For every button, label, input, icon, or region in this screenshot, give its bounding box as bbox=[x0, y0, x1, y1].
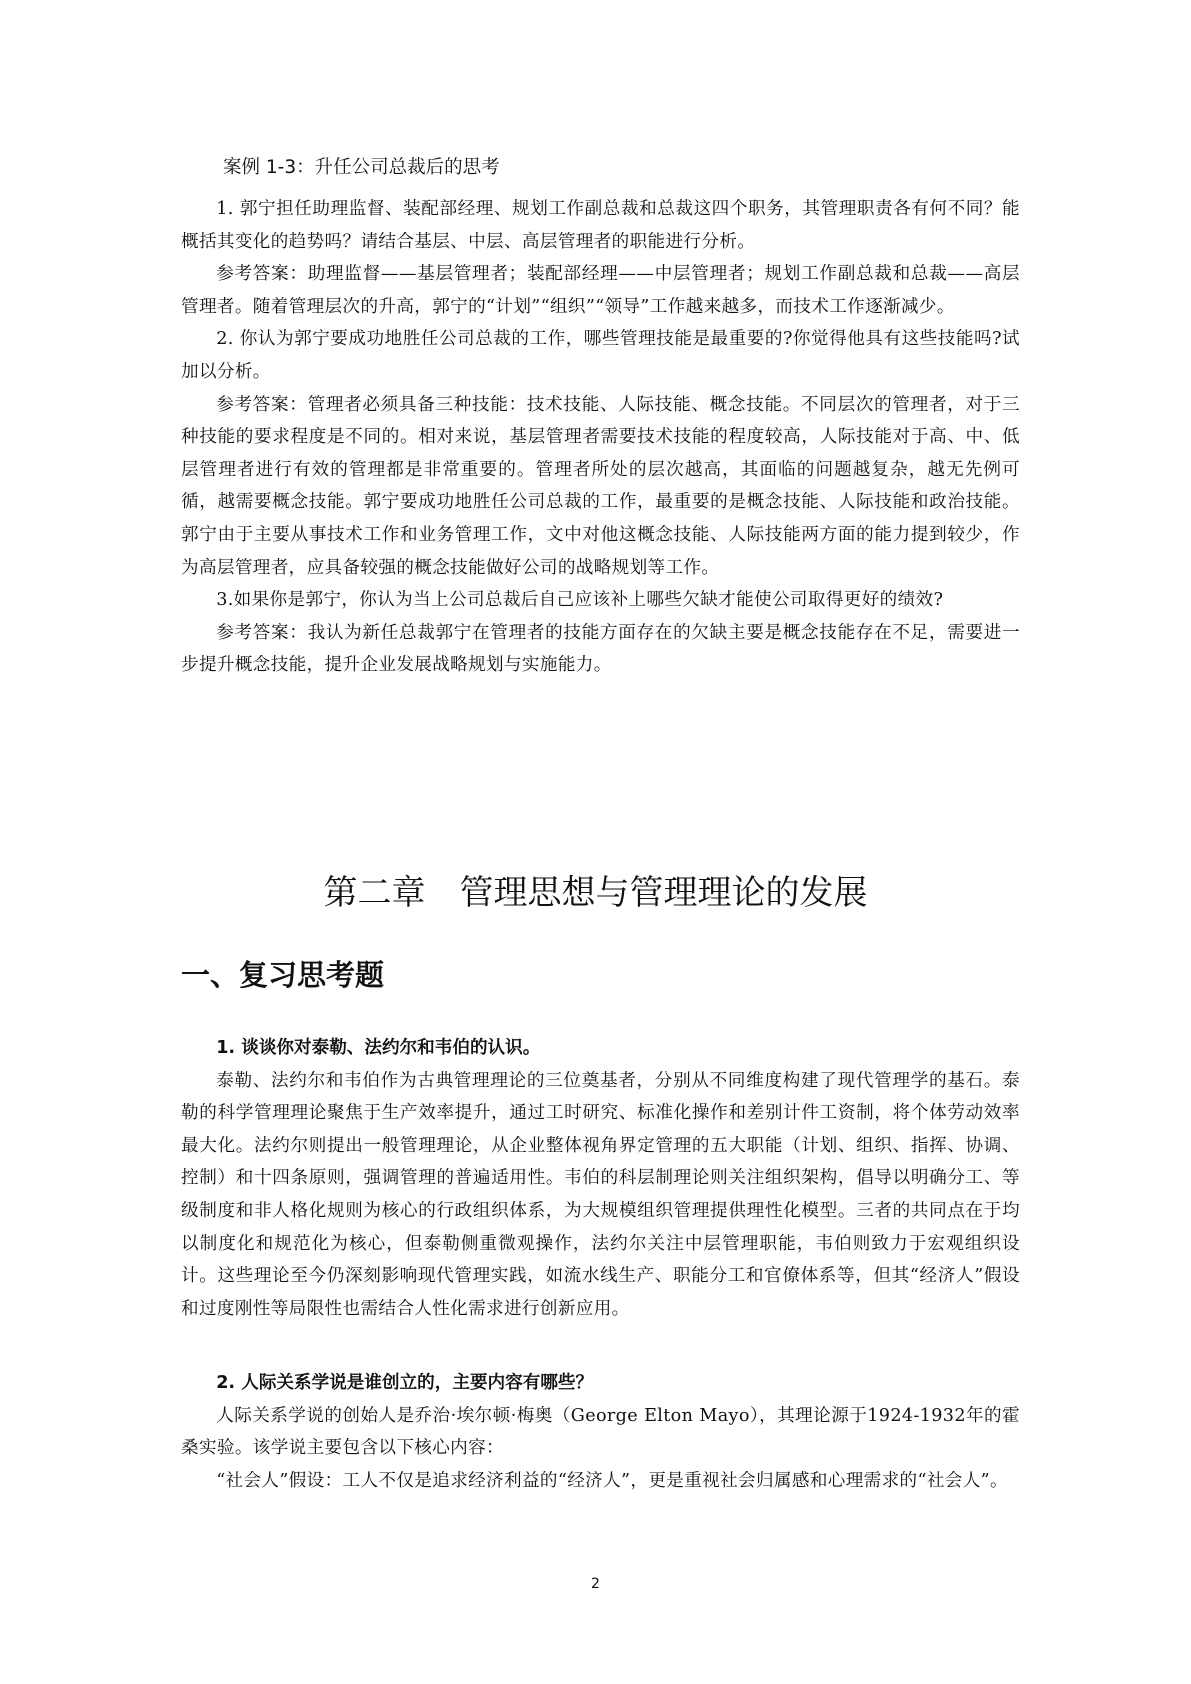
case-study-title: 案例 1-3：升任公司总裁后的思考 bbox=[223, 157, 500, 178]
section-heading: 一、复习思考题 bbox=[181, 958, 385, 992]
case-question-1: 1. 郭宁担任助理监督、装配部经理、规划工作副总裁和总裁这四个职务，其管理职责各有何不同？能概括其变化的趋势吗？请结合基层、中层、高层管理者的职能进行分析。 bbox=[181, 199, 1020, 252]
question-1-answer: 泰勒、法约尔和韦伯作为古典管理理论的三位奠基者，分别从不同维度构建了现代管理学的基石。泰勒的科学管理理论聚焦于生产效率提升，通过工时研究、标准化操作和差别计件工资制，将个体劳动效率最大化。法约尔则提出一般管理理论，从企业整体视角界定管理的五大职能（计划、组织、指挥、协调、控制）和十四条原则，强调管理的普遍适用性。韦伯的科层制理论则关注组织架构，倡导以明确分工、等级制度和非人格化规则为核心的行政组织体系，为大规模组织管理提供理性化模型。三者的共同点在于均以制度化和规范化为核心，但泰勒侧重微观操作，法约尔关注中层管理职能，韦伯则致力于宏观组织设计。这些理论至今仍深刻影响现代管理实践，如流水线生产、职能分工和官僚体系等，但其“经济人”假设和过度刚性等局限性也需结合人性化需求进行创新应用。 bbox=[181, 1070, 1020, 1319]
case-answer-3: 参考答案：我认为新任总裁郭宁在管理者的技能方面存在的欠缺主要是概念技能存在不足，需要进一步提升概念技能，提升企业发展战略规划与实施能力。 bbox=[181, 622, 1020, 676]
question-block-2 bbox=[181, 1367, 1020, 1497]
chapter-title: 第二章 管理思想与管理理论的发展 bbox=[323, 873, 868, 913]
question-2-answer-intro: 人际关系学说的创始人是乔治·埃尔顿·梅奥（George Elton Mayo），其理论源于1924-1932年的霍桑实验。该学说主要包含以下核心内容： bbox=[181, 1405, 1020, 1459]
question-2-answer-point-1: “社会人”假设：工人不仅是追求经济利益的“经济人”，更是重视社会归属感和心理需求的“社会人”。 bbox=[216, 1470, 1008, 1491]
question-2-title: 2. 人际关系学说是谁创立的，主要内容有哪些？ bbox=[216, 1373, 594, 1393]
page-number: 2 bbox=[591, 1576, 600, 1592]
case-question-2: 2. 你认为郭宁要成功地胜任公司总裁的工作，哪些管理技能是最重要的?你觉得他具有这些技能吗?试加以分析。 bbox=[181, 329, 1020, 382]
case-study-body bbox=[181, 193, 1020, 682]
question-1-title: 1. 谈谈你对泰勒、法约尔和韦伯的认识。 bbox=[216, 1038, 541, 1058]
question-block-1 bbox=[181, 1032, 1020, 1325]
case-question-3: 3.如果你是郭宁，你认为当上公司总裁后自己应该补上哪些欠缺才能使公司取得更好的绩效? bbox=[216, 590, 944, 611]
case-answer-1: 参考答案：助理监督——基层管理者；装配部经理——中层管理者；规划工作副总裁和总裁——高层管理者。随着管理层次的升高，郭宁的“计划”“组织”“领导”工作越来越多，而技术工作逐渐减少。 bbox=[181, 264, 1020, 317]
case-answer-2: 参考答案：管理者必须具备三种技能：技术技能、人际技能、概念技能。不同层次的管理者，对于三种技能的要求程度是不同的。相对来说，基层管理者需要技术技能的程度较高，人际技能对于高、中、低层管理者进行有效的管理都是非常重要的。管理者所处的层次越高，其面临的问题越复杂，越无先例可循，越需要概念技能。郭宁要成功地胜任公司总裁的工作，最重要的是概念技能、人际技能和政治技能。郭宁由于主要从事技术工作和业务管理工作，文中对他这概念技能、人际技能两方面的能力提到较少，作为高层管理者，应具备较强的概念技能做好公司的战略规划等工作。 bbox=[181, 394, 1020, 578]
